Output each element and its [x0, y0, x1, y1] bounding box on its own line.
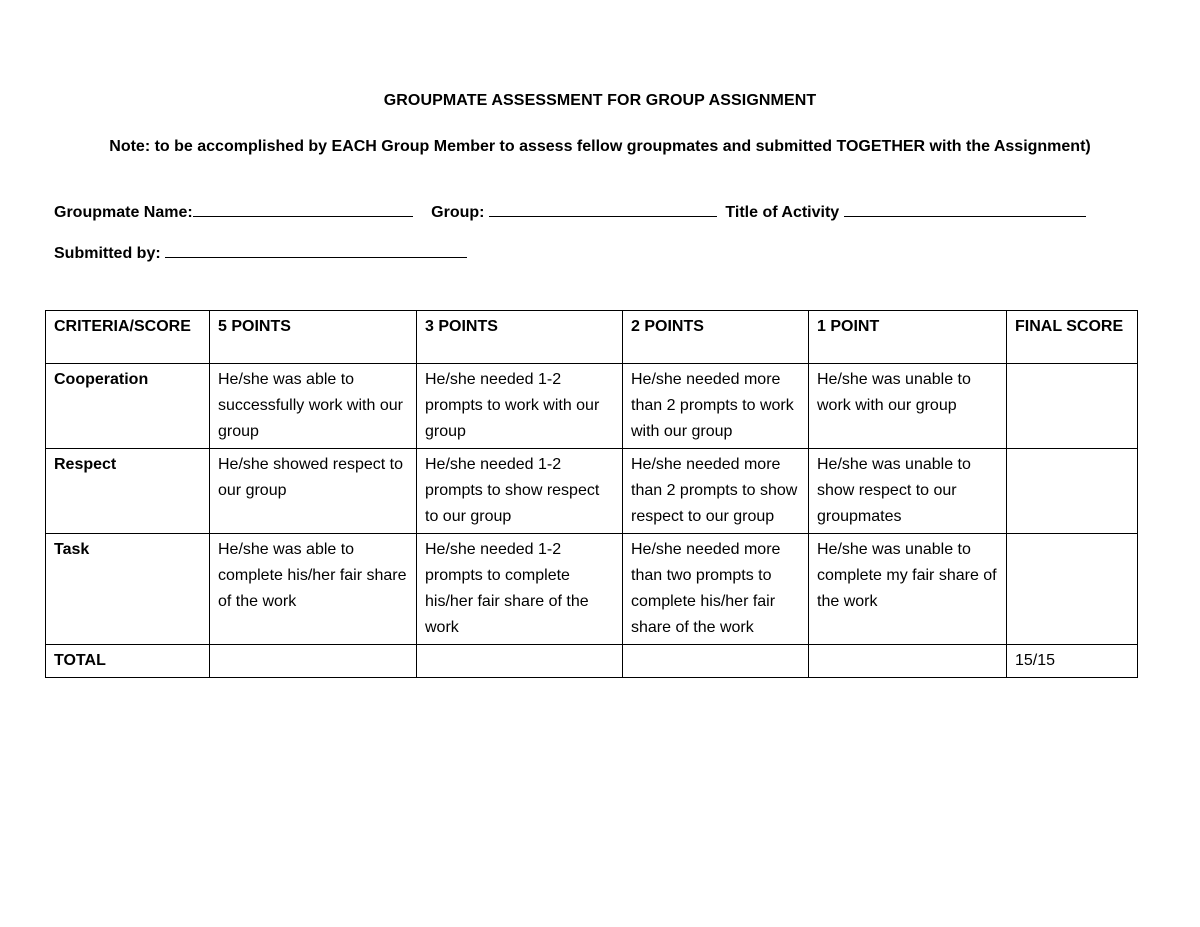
groupmate-name-field[interactable]: [54, 200, 413, 222]
score-5-cell: He/she was able to complete his/her fair share of the work: [210, 534, 417, 645]
header-2-points: 2 POINTS: [623, 311, 809, 364]
header-criteria-score: CRITERIA/SCORE: [46, 311, 210, 364]
title-of-activity-label: Title of Activity: [725, 204, 840, 221]
score-1-cell: He/she was unable to complete my fair share of the work: [809, 534, 1007, 645]
total-empty-cell: [623, 645, 809, 678]
score-2-cell: He/she needed more than two prompts to complete his/her fair share of the work: [623, 534, 809, 645]
header-3-points: 3 POINTS: [417, 311, 623, 364]
groupmate-name-blank[interactable]: [193, 200, 413, 217]
score-2-cell: He/she needed more than 2 prompts to work with our group: [623, 364, 809, 449]
final-score-cell[interactable]: [1007, 364, 1138, 449]
final-score-cell[interactable]: [1007, 449, 1138, 534]
table-row: [46, 364, 1138, 449]
table-header-row: [46, 311, 1138, 364]
total-empty-cell: [417, 645, 623, 678]
final-score-cell[interactable]: [1007, 534, 1138, 645]
score-1-cell: He/she was unable to show respect to our groupmates: [809, 449, 1007, 534]
group-field[interactable]: [431, 200, 717, 222]
submitted-by-row: [54, 241, 467, 263]
score-3-cell: He/she needed 1-2 prompts to complete his/her fair share of the work: [417, 534, 623, 645]
score-5-cell: He/she was able to successfully work with our group: [210, 364, 417, 449]
submitted-by-label: Submitted by:: [54, 245, 161, 262]
submitted-by-blank[interactable]: [165, 241, 467, 258]
assessment-rubric-table: [45, 310, 1138, 678]
total-final-score-cell[interactable]: 15/15: [1007, 645, 1138, 678]
title-of-activity-field[interactable]: [725, 200, 1085, 222]
total-empty-cell: [210, 645, 417, 678]
document-title: GROUPMATE ASSESSMENT FOR GROUP ASSIGNMENT: [383, 92, 817, 109]
header-5-points: 5 POINTS: [210, 311, 417, 364]
group-blank[interactable]: [489, 200, 717, 217]
table-row: [46, 534, 1138, 645]
criteria-cell: Cooperation: [46, 364, 210, 449]
score-5-cell: He/she showed respect to our group: [210, 449, 417, 534]
score-2-cell: He/she needed more than 2 prompts to show respect to our group: [623, 449, 809, 534]
score-3-cell: He/she needed 1-2 prompts to show respect to our group: [417, 449, 623, 534]
total-row: [46, 645, 1138, 678]
table-row: [46, 449, 1138, 534]
score-3-cell: He/she needed 1-2 prompts to work with our group: [417, 364, 623, 449]
header-1-point: 1 POINT: [809, 311, 1007, 364]
submitted-by-field[interactable]: [54, 241, 467, 263]
header-final-score: FINAL SCORE: [1007, 311, 1138, 364]
criteria-cell: Task: [46, 534, 210, 645]
title-of-activity-blank[interactable]: [844, 200, 1086, 217]
total-empty-cell: [809, 645, 1007, 678]
info-fields-row: [54, 200, 1086, 222]
document-note: Note: to be accomplished by EACH Group Member to assess fellow groupmates and submitted TOGETHER with the Assignment): [109, 138, 1091, 155]
criteria-cell: Respect: [46, 449, 210, 534]
score-1-cell: He/she was unable to work with our group: [809, 364, 1007, 449]
group-label: Group:: [431, 204, 485, 221]
total-label-cell: TOTAL: [46, 645, 210, 678]
groupmate-name-label: Groupmate Name:: [54, 204, 193, 221]
